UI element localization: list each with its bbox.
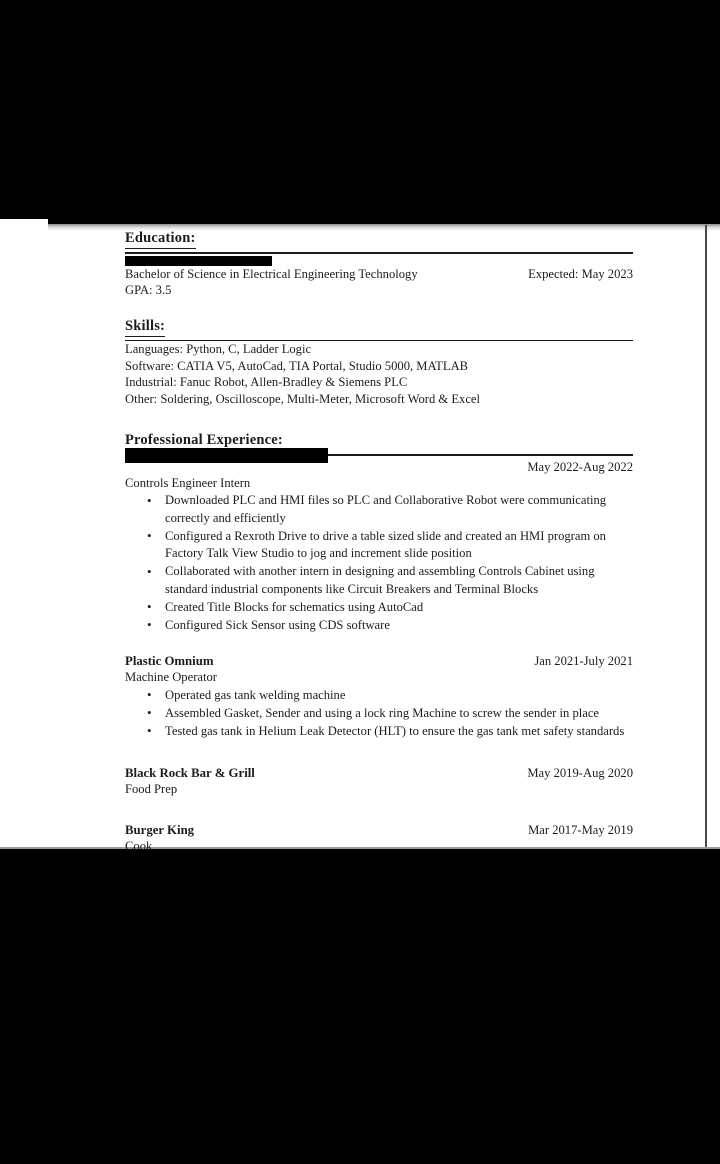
job-header-row — [125, 822, 633, 839]
education-rule — [125, 252, 633, 254]
job-header-row — [125, 765, 633, 782]
skills-industrial: Industrial: Fanuc Robot, Allen-Bradley & Siemens PLC — [125, 375, 408, 390]
job-entry — [125, 822, 633, 855]
section-education — [125, 229, 633, 299]
list-item: • Collaborated with another intern in designing and assembling Controls Cabinet using standard industrial components like Circuit Breakers and Terminal Blocks — [125, 563, 633, 598]
spacer — [125, 798, 633, 822]
list-item: • Downloaded PLC and HMI files so PLC and Collaborative Robot were communicating correctly and efficiently — [125, 492, 633, 527]
degree-text: Bachelor of Science in Electrical Engineering Technology — [125, 266, 418, 281]
section-professional-experience — [125, 431, 633, 855]
spacer — [125, 407, 633, 431]
resume-body — [125, 229, 633, 855]
spacer — [125, 741, 633, 765]
job-employer: Plastic Omnium — [125, 653, 214, 668]
list-item: • Configured a Rexroth Drive to drive a table sized slide and created an HMI program on Factory Talk View Studio to jog and increment slide position — [125, 528, 633, 563]
list-item: • Configured Sick Sensor using CDS software — [125, 617, 633, 635]
job-dates: May 2019-Aug 2020 — [527, 765, 633, 780]
job-entry — [125, 448, 633, 635]
skills-software: Software: CATIA V5, AutoCad, TIA Portal, Studio 5000, MATLAB — [125, 358, 469, 373]
job-dates: Mar 2017-May 2019 — [528, 822, 633, 837]
job-title: Controls Engineer Intern — [125, 475, 251, 490]
spacer — [125, 635, 633, 653]
skills-languages: Languages: Python, C, Ladder Logic — [125, 342, 312, 357]
list-item: • Assembled Gasket, Sender and using a lock ring Machine to screw the sender in place — [125, 705, 633, 723]
job-employer: Burger King — [125, 822, 195, 837]
job-header-row — [125, 653, 633, 670]
job-bullet-list — [125, 687, 633, 741]
page-right-edge — [705, 225, 707, 849]
job-entry — [125, 765, 633, 798]
scanned-page — [0, 219, 720, 854]
spacer — [125, 299, 633, 317]
degree-date: Expected: May 2023 — [528, 266, 633, 281]
job-entry — [125, 653, 633, 741]
education-heading: Education: — [125, 230, 196, 249]
experience-heading: Professional Experience: — [125, 432, 283, 451]
skills-heading: Skills: — [125, 318, 165, 337]
job-title: Machine Operator — [125, 670, 217, 685]
job-employer: Black Rock Bar & Grill — [125, 765, 255, 780]
job-title: Cook — [125, 839, 153, 854]
redacted-school-name — [125, 256, 272, 266]
list-item: • Operated gas tank welding machine — [125, 687, 633, 705]
skills-other: Other: Soldering, Oscilloscope, Multi-Meter, Microsoft Word & Excel — [125, 391, 481, 406]
list-item: • Created Title Blocks for schematics using AutoCad — [125, 599, 633, 617]
list-item: • Tested gas tank in Helium Leak Detector (HLT) to ensure the gas tank met safety standards — [125, 723, 633, 741]
gpa-text: GPA: 3.5 — [125, 283, 172, 298]
job-title: Food Prep — [125, 782, 178, 797]
job-dates: May 2022-Aug 2022 — [527, 459, 633, 474]
job-dates: Jan 2021-July 2021 — [534, 653, 633, 668]
education-degree-row — [125, 266, 633, 283]
section-skills — [125, 317, 633, 408]
redacted-employer-name — [125, 448, 328, 463]
job-bullet-list — [125, 492, 633, 634]
